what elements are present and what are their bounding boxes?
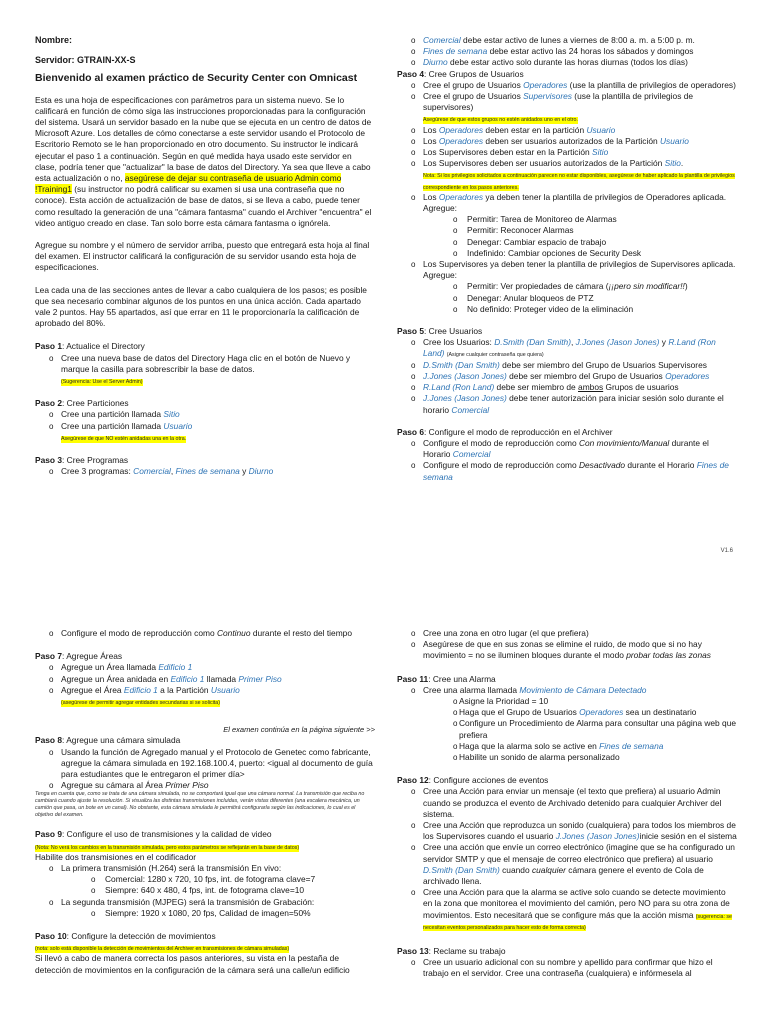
intro-paragraph-1: Esta es una hoja de especificaciones con parámetros para un sistema nuevo. Se lo calificará en función de cómo siga las instrucciones proporcionadas para la configuración del sistema. Usará un servidor basado en la nube que se ejecuta en un centro de datos de Microsoft Azure. Los detalles de cómo conectarse a este servidor usando el Protocolo de Escritorio Remoto se le han proporcionado en otro documento. Su instructor le indicará ejecutar el paso 1 a continuación. Según en qué medida haya usado este servidor en clase, podría tener que "actualizar" la base de datos del Directory. Ya sea que lleve a cabo esta actualización o no, asegúrese de dejar su contraseña de usuario Admin como !Training1 (su instructor no podrá calificar su examen si usa una contraseña que no conoce). Esta acción de actualización de base de datos, si se lleva a cabo, puede tener como resultado la generación de una "cámara fantasma" cuando el Archiver "encuentra" el video antiguo creado en clase. Tan solo borre esta cámara fantasma o ignórela. <box>35 94 372 228</box>
page-2 <box>0 576 768 1024</box>
paso-10: Paso 10: Configure la detección de movimientos (nota: solo está disponible la detección de movimientos del Archiver en transmisiones de cámara simuladas) Si llevó a cabo de manera correcta los pasos anteriores, su vista en la pestaña de detección de movimientos en la configuración de la cámara será una calle/un edificio <box>35 931 350 975</box>
password-highlight: asegúrese de dejar su contraseña de usuario Admin como !Training1 <box>35 173 342 195</box>
list-item: o Los Operadores deben ser usuarios autorizados de la Partición Usuario <box>397 136 737 147</box>
list-item: o J.Jones (Jason Jones) debe tener autorización para iniciar sesión solo durante el horario Comercial <box>397 393 737 415</box>
hint-note: Asegúrese de que NO estén anidadas una en la otra. <box>61 435 187 442</box>
paso-6: Paso 6: Configure el modo de reproducción en el Archiver o Configure el modo de reproducción como Con movimiento/Manual durante el Horario Comercial o Configure el modo de reproducción como Desactivado durante el Horario Fines de semana <box>397 427 737 483</box>
sub-list-item: o Denegar: Anular bloqueos de PTZ <box>397 293 737 304</box>
list-item: o Diurno debe estar activo solo durante las horas diurnas (todos los días) <box>397 57 737 68</box>
list-item: o Cree un usuario adicional con su nombre y apellido para confirmar que hizo el trabajo en el servidor. Cree una contraseña (cualquiera) e infórmesela al <box>397 957 737 979</box>
intro-paragraph-3: Lea cada una de las secciones antes de llevar a cabo cualquiera de los pasos; es posible que sea necesario combinar algunos de los puntos en una única acción. Cada apartado vale 2 puntos. Hay 55 apartados, así que errar en 11 le proporcionaría la calificación de aprobado del 80%. <box>35 284 367 329</box>
sub-list-item: o Habilite un sonido de alarma personalizado <box>397 752 737 763</box>
hint-note: Nota: Si los privilegios solicitados a continuación parecen no estar disponibles, asegúrese de haber aplicado la plantilla de privilegios correspondiente en los pasos anteriores. <box>423 173 735 191</box>
list-item: o Los Supervisores deben estar en la Partición Sitio <box>397 147 737 158</box>
list-item: o Cree el grupo de Usuarios Operadores (use la plantilla de privilegios de operadores) <box>397 80 737 91</box>
sub-list-item: o Asigne la Prioridad = 10 <box>397 696 737 707</box>
hint-note: (Nota: No verá los cambios en la transmisión simulada, pero estos parámetros se reflejarán en la base de datos) <box>35 844 300 851</box>
list-item: o Cree una alarma llamada Movimiento de Cámara Detectado <box>397 685 737 696</box>
page1-right-column <box>397 35 737 483</box>
list-item: o Cree una partición llamada Sitio <box>35 409 375 420</box>
sub-list-item: o Haga que la alarma solo se active en Fines de semana <box>397 741 737 752</box>
sub-list-item: o Haga que el Grupo de Usuarios Operadores sea un destinatario <box>397 707 737 718</box>
paso-4: Paso 4: Cree Grupos de Usuarios o Cree el grupo de Usuarios Operadores (use la plantilla de privilegios de operadores) o Cree el grupo de Usuarios Supervisores (use la plantilla de privilegios de supervisores) Asegúrese de que estos grupos no estén anidados uno en el otro. o Los Operadores deben estar en la partición Usuario o Los Operadores deben ser usuarios autorizados de la Partición Usuario o Los Supervisores deben estar en la Partición Sitio o Los Supervisores deben ser usuarios autorizados de la Partición Sitio. Nota: Si los privilegios solicitados a continuación parecen no estar disponibles, asegúrese de haber aplicado la plantilla de privilegios correspondiente en los pasos anteriores. o Los Operadores ya deben tener la plantilla de privilegios de Operadores aplicada. Agregue: o Permitir: Tarea de Monitoreo de Alarmas o Permitir: Reconocer Alarmas o Denegar: Cambiar espacio de trabajo o Indefinido: Cambiar opciones de Security Desk o Los Supervisores ya deben tener la plantilla de privilegios de Supervisores aplicada. Agregue: o Permitir: Ver propiedades de cámara (¡¡pero sin modificar!!) o Denegar: Anular bloqueos de PTZ o No definido: Proteger video de la eliminación <box>397 69 737 315</box>
server-label: Servidor: GTRAIN-XX-S <box>35 55 136 66</box>
list-item: o Cree una acción que envíe un correo electrónico (imagine que se ha configurado un servidor SMTP y que el mensaje de correo electrónico que prefiera) al usuario D.Smith (Dan Smith) cuando cualquier cámara genere el evento de Cola de archivado llena. <box>397 842 737 887</box>
list-item: o Fines de semana debe estar activo las 24 horas los sábados y domingos <box>397 46 737 57</box>
list-item: o Cree una nueva base de datos del Directory Haga clic en el botón de Nuevo y marque la casilla para sobrescribir la base de datos. <box>35 353 375 375</box>
paso-1: Paso 1: Actualice el Directory o Cree una nueva base de datos del Directory Haga clic en el botón de Nuevo y marque la casilla para sobrescribir la base de datos. (Sugerencia: Use el Server Admin) <box>35 341 375 386</box>
sub-list-item: o No definido: Proteger video de la eliminación <box>397 304 737 315</box>
paso-2: Paso 2: Cree Particiones o Cree una partición llamada Sitio o Cree una partición llamada Usuario Asegúrese de que NO estén anidadas una en la otra. <box>35 398 375 443</box>
list-item: o Cree una Acción para enviar un mensaje (el texto que prefiera) al usuario Admin cuando se produzca el evento de Archivado detenido para cualquier Archiver del sistema. <box>397 786 737 820</box>
list-item: o Usando la función de Agregado manual y el Protocolo de Genetec como fabricante, agregue la cámara simulada en 192.168.100.4, puerto: <igual al documento de guía para estudiantes que le entregaron el primer día> <box>35 747 375 781</box>
page2-left-column <box>35 628 375 976</box>
sub-list-item: o Comercial: 1280 x 720, 10 fps, int. de fotograma clave=7 <box>35 874 375 885</box>
paso-5: Paso 5: Cree Usuarios o Cree los Usuarios: D.Smith (Dan Smith), J.Jones (Jason Jones) y R.Land (Ron Land) (Asigne cualquier contraseña que quiera) o D.Smith (Dan Smith) debe ser miembro del Grupo de Usuarios Supervisores o J.Jones (Jason Jones) debe ser miembro del Grupo de Usuarios Operadores o R.Land (Ron Land) debe ser miembro de ambos Grupos de usuarios o J.Jones (Jason Jones) debe tener autorización para iniciar sesión solo durante el horario Comercial <box>397 326 737 416</box>
list-item: o La primera transmisión (H.264) será la transmisión En vivo: <box>35 863 375 874</box>
page-title: Bienvenido al examen práctico de Security Center con Omnicast <box>35 72 358 85</box>
paso-3: Paso 3: Cree Programas o Cree 3 programas: Comercial, Fines de semana y Diurno <box>35 455 375 477</box>
hint-note: Asegúrese de que estos grupos no estén anidados uno en el otro. <box>423 117 578 124</box>
list-item: o Cree una Acción que reproduzca un sonido (cualquiera) para todos los miembros de los Supervisores cuando el usuario J.Jones (Jason Jones)inicie sesión en el sistema <box>397 820 737 842</box>
list-item: o Configure el modo de reproducción como Desactivado durante el Horario Fines de semana <box>397 460 737 482</box>
list-item: o Cree una zona en otro lugar (el que prefiera) <box>397 628 737 639</box>
paso-11: Paso 11: Cree una Alarma o Cree una alarma llamada Movimiento de Cámara Detectado o Asigne la Prioridad = 10 o Haga que el Grupo de Usuarios Operadores sea un destinatario o Configure un Procedimiento de Alarma para consultar una página web que prefiera o Haga que la alarma solo se active en Fines de semana o Habilite un sonido de alarma personalizado <box>397 674 737 764</box>
intro-paragraph-2: Agregue su nombre y el número de servidor arriba, puesto que entregará esta hoja al final del examen. El instructor calificará la configuración de su servidor usando esta hoja de especificaciones. <box>35 240 370 273</box>
list-item: o La segunda transmisión (MJPEG) será la transmisión de Grabación: <box>35 897 375 908</box>
list-item: o Los Operadores ya deben tener la plantilla de privilegios de Operadores aplicada. Agregue: <box>397 192 737 214</box>
sub-list-item: o Denegar: Cambiar espacio de trabajo <box>397 237 737 248</box>
list-item: o Los Supervisores ya deben tener la plantilla de privilegios de Supervisores aplicada. Agregue: <box>397 259 737 281</box>
paso-12: Paso 12: Configure acciones de eventos o Cree una Acción para enviar un mensaje (el texto que prefiera) al usuario Admin cuando se produzca el evento de Archivado detenido para cualquier Archiver del sistema. o Cree una Acción que reproduzca un sonido (cualquiera) para todos los miembros de los Supervisores cuando el usuario J.Jones (Jason Jones)inicie sesión en el sistema o Cree una acción que envíe un correo electrónico (imagine que se ha configurado un servidor SMTP y que el mensaje de correo electrónico que prefiera) al usuario D.Smith (Dan Smith) cuando cualquier cámara genere el evento de Cola de archivado llena. o Cree una Acción para que la alarma se active solo cuando se detecte movimiento en la zona que monitorea el movimiento del camión, pero NO para su otra zona de movimientos. Esto necesitará que se configure más que la acción misma (sugerencia: se necesitan eventos personalizados para hacer esto de forma correcta) <box>397 775 737 932</box>
list-item: o R.Land (Ron Land) debe ser miembro de ambos Grupos de usuarios <box>397 382 737 393</box>
list-item: o Agregue el Área Edificio 1 a la Partición Usuario <box>35 685 375 696</box>
sub-list-item: o Configure un Procedimiento de Alarma para consultar una página web que prefiera <box>397 718 737 740</box>
list-item: o Cree una Acción para que la alarma se active solo cuando se detecte movimiento en la zona que monitorea el movimiento del camión, pero NO para su otra zona de movimientos. Esto necesitará que se configure más que la acción misma (sugerencia: se necesitan eventos personalizados para hacer esto de forma correcta) <box>397 887 737 932</box>
list-item: o Comercial debe estar activo de lunes a viernes de 8:00 a. m. a 5:00 p. m. <box>397 35 737 46</box>
sub-list-item: o Indefinido: Cambiar opciones de Security Desk <box>397 248 737 259</box>
list-item: o Asegúrese de que en sus zonas se elimine el ruido, de modo que si no hay movimiento = no se iluminen bloques durante el modo probar todas las zonas <box>397 639 737 661</box>
continue-note[interactable]: El examen continúa en la página siguiente >> <box>223 725 375 735</box>
sub-list-item: o Permitir: Tarea de Monitoreo de Alarmas <box>397 214 737 225</box>
list-item: o J.Jones (Jason Jones) debe ser miembro del Grupo de Usuarios Operadores <box>397 371 737 382</box>
list-item: o Agregue un Área llamada Edificio 1 <box>35 662 375 673</box>
page1-left-column <box>35 35 375 478</box>
name-label: Nombre: <box>35 35 73 45</box>
list-item: o Los Supervisores deben ser usuarios autorizados de la Partición Sitio. <box>397 158 737 169</box>
list-item: o Los Operadores deben estar en la partición Usuario <box>397 125 737 136</box>
list-item: o Agregue su cámara al Área Primer Piso <box>35 780 375 791</box>
sub-list-item: o Permitir: Ver propiedades de cámara (¡¡pero sin modificar!!) <box>397 281 737 292</box>
paso-9: Paso 9: Configure el uso de transmisiones y la calidad de video (Nota: No verá los cambios en la transmisión simulada, pero estos parámetros se reflejarán en la base de datos) Habilite dos transmisiones en el codificador o La primera transmisión (H.264) será la transmisión En vivo: o Comercial: 1280 x 720, 10 fps, int. de fotograma clave=7 o Siempre: 640 x 480, 4 fps, int. de fotograma clave=10 o La segunda transmisión (MJPEG) será la transmisión de Grabación: o Siempre: 1920 x 1080, 20 fps, Calidad de imagen=50% <box>35 829 375 919</box>
version-label: V1.6 <box>720 548 733 554</box>
simulated-camera-note: Tenga en cuenta que, como se trata de una cámara simulada, no se comportará igual que una cámara normal. La transmisión que reciba no cambiará cuando ajuste la resolución. Si visualiza las distintas transmisiones incluidas, verán vistas diferentes (una escalera mecánica, un camión que pasa, un bote en un canal). No obstante, esta cámara simulada le permitirá configurarla según las indicaciones, lo cual es el objetivo del examen. <box>35 791 365 819</box>
hint-note: (sugerencia: se necesitan eventos personalizados para hacer esto de forma correcta) <box>423 913 732 931</box>
paso-8: Paso 8: Agregue una cámara simulada o Usando la función de Agregado manual y el Protocolo de Genetec como fabricante, agregue la cámara simulada en 192.168.100.4, puerto: <igual al documento de guía para estudiantes que le entregaron el primer día> o Agregue su cámara al Área Primer Piso Tenga en cuenta que, como se trata de una cámara simulada, no se comportará igual que una cámara normal. La transmisión que reciba no cambiará cuando ajuste la resolución. Si visualiza las distintas transmisiones incluidas, verán vistas diferentes (una escalera mecánica, un camión que pasa, un bote en un canal). No obstante, esta cámara simulada le permitirá configurarla según las indicaciones, lo cual es el objetivo del examen. <box>35 735 375 819</box>
paso-13: Paso 13: Reclame su trabajo o Cree un usuario adicional con su nombre y apellido para confirmar que hizo el trabajo en el servidor. Cree una contraseña (cualquiera) e infórmesela al <box>397 946 737 980</box>
sub-list-item: o Siempre: 640 x 480, 4 fps, int. de fotograma clave=10 <box>35 885 375 896</box>
list-item: o Cree una partición llamada Usuario <box>35 421 375 432</box>
list-item: o Agregue un Área anidada en Edificio 1 llamada Primer Piso <box>35 674 375 685</box>
list-item: o Configure el modo de reproducción como Con movimiento/Manual durante el Horario Comercial <box>397 438 737 460</box>
list-item: o Cree 3 programas: Comercial, Fines de semana y Diurno <box>35 466 375 477</box>
list-item: o Cree el grupo de Usuarios Supervisores (use la plantilla de privilegios de supervisores) <box>397 91 737 113</box>
sub-list-item: o Siempre: 1920 x 1080, 20 fps, Calidad de imagen=50% <box>35 908 375 919</box>
hint-note: (nota: solo está disponible la detección de movimientos del Archiver en transmisiones de cámara simuladas) <box>35 946 290 953</box>
paso-7: Paso 7: Agregue Áreas o Agregue un Área llamada Edificio 1 o Agregue un Área anidada en Edificio 1 llamada Primer Piso o Agregue el Área Edificio 1 a la Partición Usuario (asegúrese de permitir agregar entidades secundarias si se solicita) <box>35 651 375 707</box>
sub-list-item: o Permitir: Reconocer Alarmas <box>397 225 737 236</box>
hint-note: (Sugerencia: Use el Server Admin) <box>61 379 143 386</box>
hint-note: (asegúrese de permitir agregar entidades secundarias si se solicita) <box>61 700 220 707</box>
list-item: o Configure el modo de reproducción como Continuo durante el resto del tiempo <box>35 628 375 639</box>
list-item: o Cree los Usuarios: D.Smith (Dan Smith), J.Jones (Jason Jones) y R.Land (Ron Land) (Asigne cualquier contraseña que quiera) <box>397 337 737 359</box>
page2-right-column <box>397 628 737 980</box>
list-item: o D.Smith (Dan Smith) debe ser miembro del Grupo de Usuarios Supervisores <box>397 360 737 371</box>
